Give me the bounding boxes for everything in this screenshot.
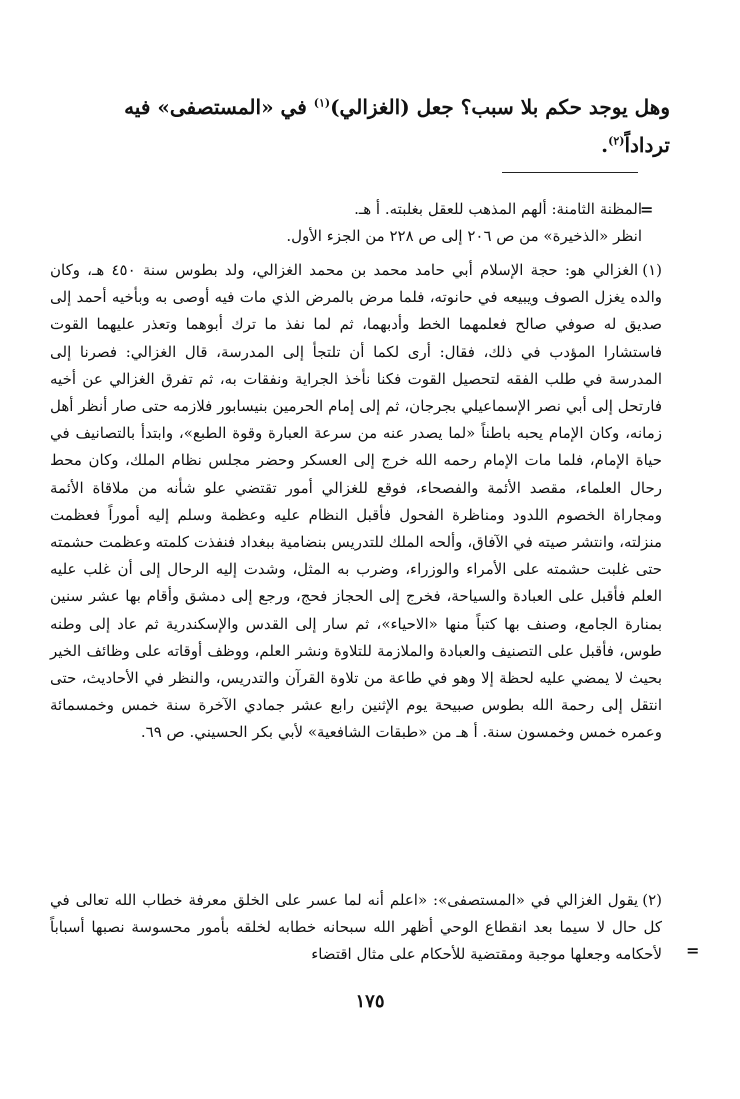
continuation-line-2: انظر «الذخيرة» من ص ٢٠٦ إلى ص ٢٢٨ من الجزء الأول. bbox=[286, 227, 642, 246]
footnote-1-number: (١) bbox=[642, 261, 663, 279]
page-number: ١٧٥ bbox=[355, 991, 385, 1012]
continuation-mark-top: = bbox=[640, 200, 654, 219]
footnote-separator bbox=[502, 172, 638, 173]
main-text bbox=[70, 88, 670, 164]
continuation-mark-bottom: = bbox=[686, 941, 700, 960]
main-line-1-end: في «المستصفى» فيه bbox=[124, 95, 314, 119]
footnote-ref-1: (١) bbox=[313, 96, 331, 110]
main-line-2 bbox=[70, 126, 670, 164]
footnote-continuation bbox=[82, 196, 642, 250]
footnote-2-number: (٢) bbox=[642, 891, 662, 909]
footnote-1-text: الغزالي هو: حجة الإسلام أبي حامد محمد بن محمد الغزالي، ولد بطوس سنة ٤٥٠ هـ، وكان والده يغزل الصوف ويبيعه في حانوته، فلما مرض بالمرض الذي مات فيه أوصى به وبأخيه أحمد إلى صديق له صوفي صالح فعلمهما الخط وأدبهما، ثم لما نفذ ما ترك أبوهما وتعذر عليهما القوت فاستشارا المؤدب في ذلك، فقال: أرى لكما أن تلتجأ إلى المدرسة، قال الغزالي: فصرنا إلى المدرسة في طلب الفقه لتحصيل القوت فكنا نأخذ الجراية ونفقات به، ثم تفرق الغزالي عن أخيه فارتحل إلى أبي نصر الإسماعيلي بجرجان، ثم إلى إمام الحرمين بنيسابور فلازمه حتى صار أنظر أهل زمانه، وكان الإمام يحبه باطناً «لما يصدر عنه من سرعة العبارة وقوة الطبع»، وابتدأ بالتصانيف في حياة الإمام، فلما مات الإمام رحمه الله خرج إلى العسكر وحضر مجلس نظام الملك، وكان محط رحال العلماء، مقصد الأئمة والفصحاء، فوقع للغزالي أمور تقتضي علو شأنه من ملاقاة الأئمة ومجاراة الخصوم اللدود ومناظرة الفحول فأقبل النظام عليه وعظمة وسلم إليه أموراً فعظمت منزلته، وانتشر صيته في الآفاق، وألحه الملك للتدريس بنضامية ببغداد فنفذت كلمته وعظمت حشمته حتى غلبت حشمته على الأمراء والوزراء، وضرب به المثل، وشدت إليه الرحال إلى أن غلب عليه العلم فأقبل على العبادة والسياحة، فخرج إلى الحجاز فحج، ورجع إلى دمشق وأقام بها عشر سنين بمنارة الجامع، وصنف بها كتباً منها «الاحياء»، ثم سار إلى القدس والإسكندرية ثم عاد إلى وطنه طوس، فأقبل على التصنيف والعبادة والملازمة للتلاوة ونشر العلم، ووظف أوقاته على وظائف الخير بحيث لا يمضي عليه لحظة إلا وهو في طاعة من تلاوة القرآن والتدريس، والنظر في الأحاديث، حتى انتقل إلى رحمة الله بطوس صبيحة يوم الإثنين رابع عشر جمادي الآخرة سنة خمس وخمسمائة وعمره خمس وخمسون سنة. أ هـ من «طبقات الشافعية» لأبي بكر الحسيني. ص ٦٩. bbox=[50, 261, 662, 742]
continuation-line-1: المظنة الثامنة: ألهم المذهب للعقل بغلبته. أ هـ. bbox=[354, 200, 642, 218]
footnote-2-text: يقول الغزالي في «المستصفى»: «اعلم أنه لما عسر على الخلق معرفة خطاب الله تعالى في كل حال لا سيما بعد انقطاع الوحي أظهر الله سبحانه خطابه لخلقه بأمور محسوسة نصبها أسباباً لأحكامه وجعلها موجبة ومقتضية للأحكام على مثال اقتضاء bbox=[50, 891, 662, 964]
main-line-2-end: . bbox=[601, 133, 609, 157]
footnote-1 bbox=[50, 257, 662, 747]
footnote-ref-2: (٢) bbox=[608, 134, 625, 148]
main-line-1-start: وهل يوجد حكم بلا سبب؟ جعل (الغزالي) bbox=[330, 95, 670, 119]
main-line-1 bbox=[70, 88, 670, 126]
footnote-2 bbox=[50, 887, 662, 969]
main-line-2-text: ترداداً bbox=[624, 133, 670, 157]
